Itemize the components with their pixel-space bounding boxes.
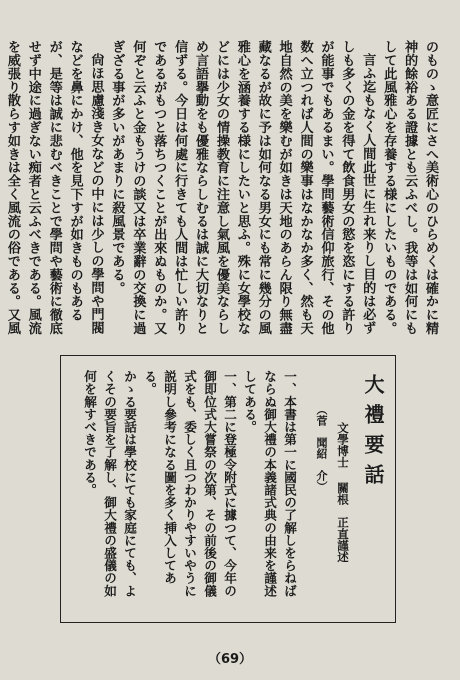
notice-author-name: 關根 正直謹述	[336, 482, 350, 563]
page-number: （69）	[207, 652, 253, 667]
body-paragraph-3: 尙ほ思慮淺き女などの中には少しの學問や門閥などを鼻にかけ、他を見下すが如きものもあるが、是等は誠に悲むべきことで學問や藝術に徹底せず中途に過ぎない痴者と云ふべきである。風流を威張り散らす如きは全く風流の俗である。又風	[4, 40, 104, 335]
body-text	[4, 40, 440, 340]
body-paragraph-1: のものゝ意匠にさへ美術心のひらめくは確かに精神的餘裕ある證據とも云ふべし。我等は如何にもして此風雅心を存養する様にしたいものである。	[381, 40, 438, 335]
body-paragraph-2: 言ふ迄もなく人間此世に生れ来りし目的は必ずしも多くの金を得て飲食男女の慾を恣にする許りが能事でもあるまい。學問藝術信仰旅行、その他数へ立つれば人間の樂事はなかなか多く、然も天地自然の美を樂むが如きは天地のあらん限り無盡藏なるが故に予は如何なる男女にも常に幾分の風雅心を涵養する様にしたいと思ふ。殊に女學校などには少女の情操教育に注意し氣風を優美ならしめ言語擧動をも優雅ならしむるは誠に大切なりと信ずる。今日は何處に行きても人間は忙しい許りであるがもつと落ちつくことが出來ぬものか。又何ぞと云ふと金もうけの談又は卒業辭の交換に過ぎざる事が多いがあまりに殺風景である。	[109, 40, 376, 335]
book-notice-box	[60, 355, 396, 623]
notice-title: 大禮要話	[361, 374, 385, 494]
notice-author-title: 文學博士	[336, 422, 350, 468]
notice-item-1: 一、本書は第一に國民の了解しをらねばならぬ御大禮の本義諸式典の由来を謹述してある。	[242, 370, 297, 597]
notice-item-3: かゝる要話は學校にても家庭にても、よくその要旨を了解し、御大禮の盛儀の如何を解すべきである。	[82, 370, 137, 597]
notice-reviewed: （菅 聞紹 介）	[315, 404, 328, 492]
notice-item-2: 一、第二に登極令附式に據つて、今年の御即位式大嘗祭の次第、その前後の御儀式をも、委しく且つわかりやすいやうに説明し參考になる圖を多く挿入してある。	[142, 370, 237, 597]
book-notice-content	[73, 370, 383, 608]
notice-author	[333, 370, 353, 608]
